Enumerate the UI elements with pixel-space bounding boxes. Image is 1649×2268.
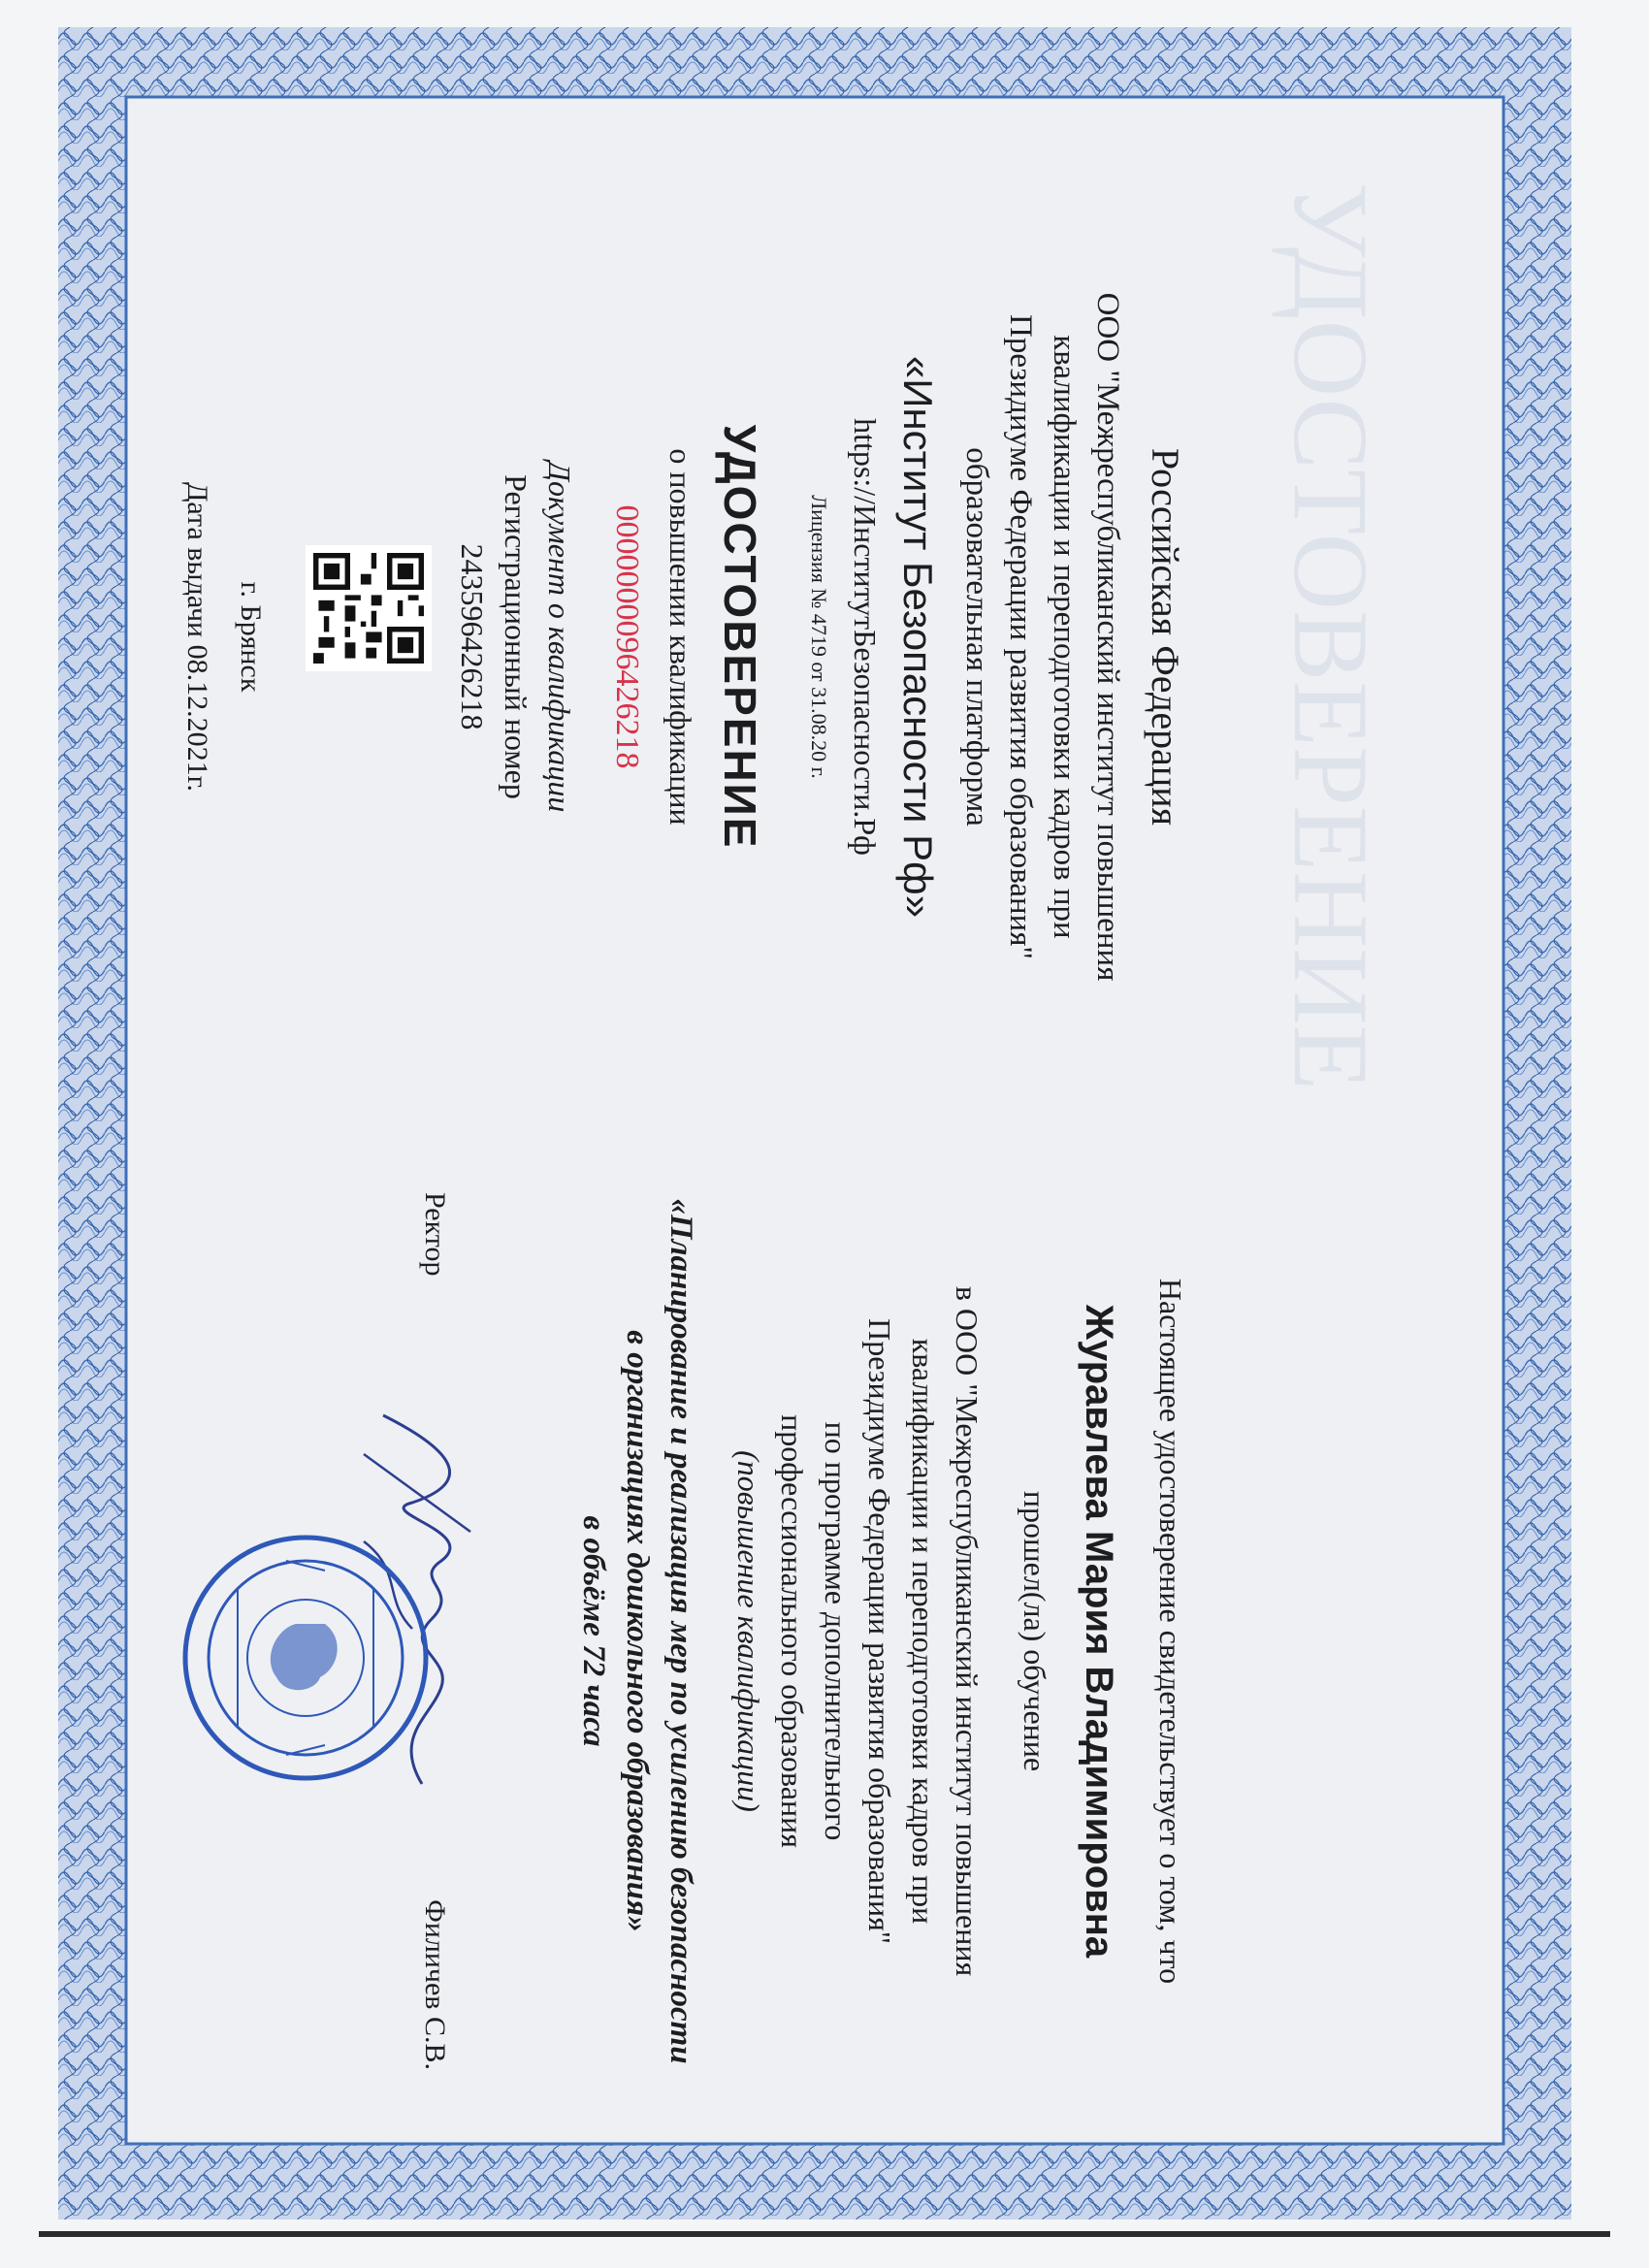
- platform-name: «Институт Безопасности Рф»: [895, 355, 941, 919]
- document-subtitle: о повышении квалификации: [663, 448, 698, 826]
- course-title: в организациях дошкольного образования»: [620, 1330, 655, 1932]
- issue-date: Дата выдачи 08.12.2021г.: [181, 481, 213, 793]
- rector-name: Филичев С.В.: [419, 1899, 451, 2070]
- recipient-name: Журавлева Мария Владимировна: [1078, 1304, 1120, 1959]
- organization-line: квалификации и переподготовки кадров при: [906, 1338, 941, 1925]
- rector-label: Ректор: [419, 1192, 451, 1277]
- program-line: (повышение квалификации): [731, 1450, 766, 1812]
- certificate: [160, 140, 1489, 2128]
- svg-text:УДОСТОВЕРЕНИЕ: УДОСТОВЕРЕНИЕ: [1272, 181, 1390, 1091]
- organization-line: в ООО "Межреспубликанский институт повышения: [950, 1285, 985, 1977]
- country-heading: Российская Федерация: [1144, 447, 1187, 826]
- document-number: 000000009642621​8: [609, 504, 645, 769]
- organization-line: квалификации и переподготовки кадров при: [1047, 335, 1082, 939]
- organization-line: Президиуме Федерации развития образования": [1003, 314, 1038, 959]
- organization-line: ООО "Межреспубликанский институт повышения: [1090, 292, 1125, 982]
- registration-number: 243596426218: [455, 543, 490, 730]
- watermark-logo: [1266, 140, 1411, 1134]
- document-title: УДОСТОВЕРЕНИЕ: [715, 424, 765, 850]
- round-seal: [179, 1532, 432, 1784]
- testify-text: Настоящее удостоверение свидетельствует о том, что: [1153, 1278, 1188, 1985]
- course-hours: в объёме 72 часа: [576, 1515, 611, 1747]
- organization-line: Президиуме Федерации развития образования": [862, 1318, 897, 1944]
- course-title: «Планирование и реализация мер по усилению безопасности: [663, 1198, 698, 2064]
- program-line: профессионального образования: [775, 1414, 810, 1848]
- program-line: по программе дополнительного: [819, 1421, 854, 1841]
- city: г. Брянск: [235, 581, 267, 693]
- passed-training-text: прошел(ла) обучение: [1018, 1490, 1052, 1772]
- license-text: Лицензия № 4719 от 31.08.20 г.: [807, 495, 831, 779]
- certificate-body: [160, 1134, 1489, 2128]
- qr-code-icon: [306, 545, 432, 671]
- scan-edge: [39, 2231, 1610, 2237]
- certificate-cover: [160, 140, 1489, 1134]
- document-kind: Документ о квалификации: [542, 461, 577, 813]
- organization-line: образовательная платформа: [959, 447, 994, 826]
- registration-label: Регистрационный номер: [499, 474, 534, 799]
- website: https://ИнститутБезопасности.Рф: [848, 418, 883, 856]
